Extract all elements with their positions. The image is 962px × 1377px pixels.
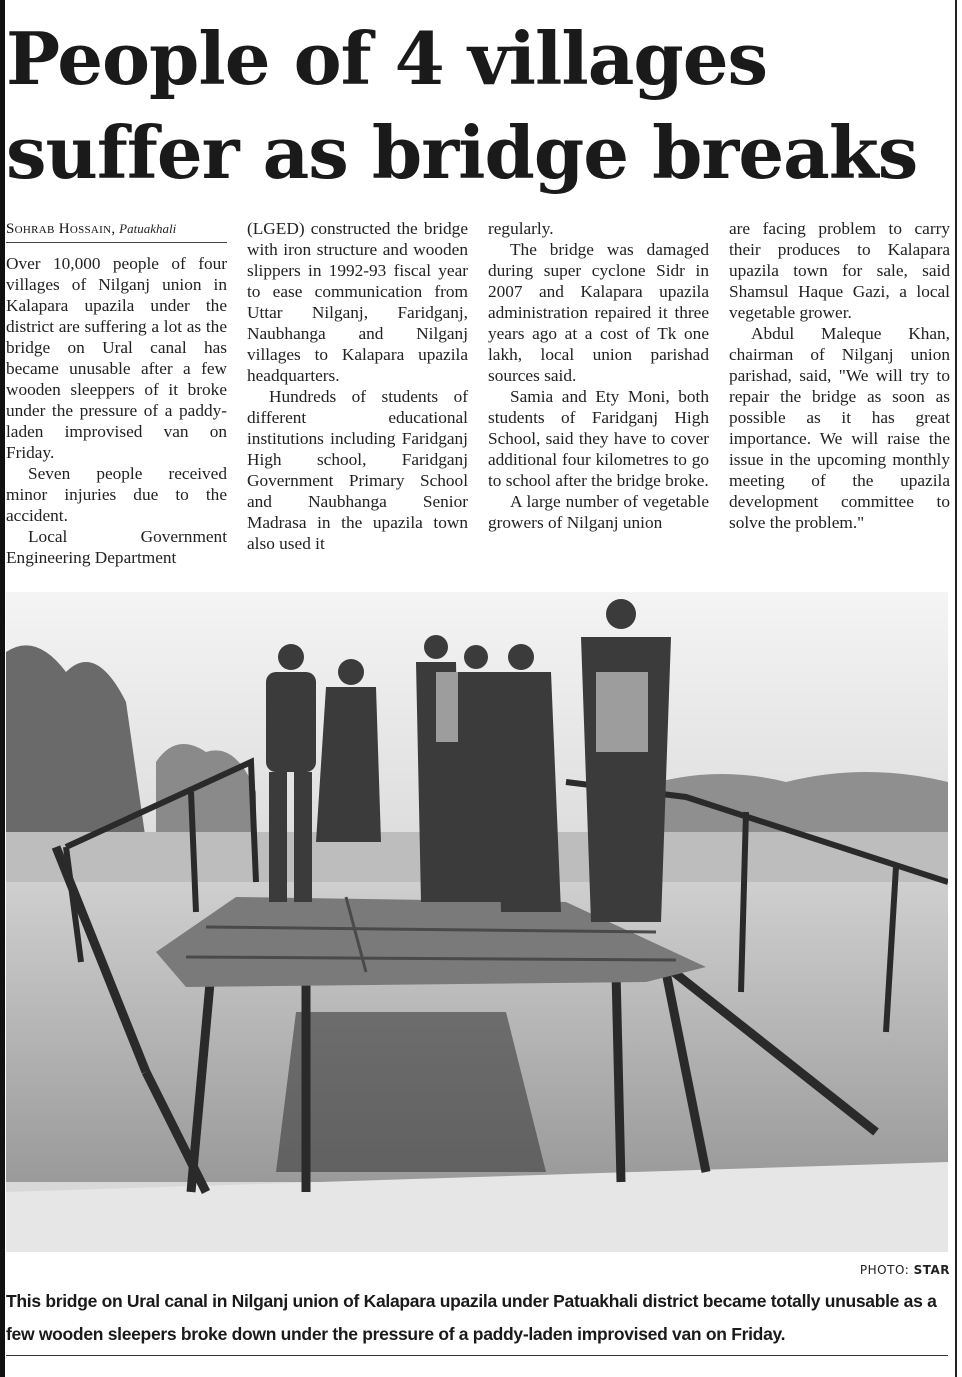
byline-location: Patuakhali — [119, 221, 177, 236]
article-column-1 — [6, 218, 227, 568]
photo-caption: This bridge on Ural canal in Nilganj union of Kalapara upazila under Patuakhali district became totally unusable as a few wooden sleepers broke down under the pressure of a paddy-laden improvised van on Friday. — [6, 1291, 937, 1344]
photo-credit-prefix: PHOTO: — [859, 1263, 910, 1277]
byline-author: Sohrab Hossain, — [6, 221, 116, 237]
paragraph: Abdul Maleque Khan, chairman of Nilganj union parishad, said, "We will try to repair the bridge as soon as possible as it has great importance. We will raise the issue in the upcoming monthly meeting of the upazila development committee to solve the problem." — [729, 324, 950, 532]
article-column-4 — [729, 218, 950, 533]
photo-credit — [860, 1263, 950, 1277]
bridge-photo-illustration — [6, 592, 948, 1252]
paragraph: The bridge was damaged during super cyclone Sidr in 2007 and Kalapara upazila administration repaired it three years ago at a cost of Tk one lakh, local union parishad sources said. — [488, 240, 709, 385]
paragraph: are facing problem to carry their produces to Kalapara upazila town for sale, said Shamsul Haque Gazi, a local vegetable grower. — [729, 219, 950, 322]
paragraph: Samia and Ety Moni, both students of Faridganj High School, said they have to cover additional four kilometres to go to school after the bridge broke. — [488, 387, 709, 490]
paragraph: Seven people received minor injuries due to the accident. — [6, 464, 227, 525]
column-rule — [955, 0, 957, 1377]
paragraph: (LGED) constructed the bridge with iron structure and wooden slippers in 1992-93 fiscal year to ease communication from Uttar Nilganj, Faridganj, Naubhanga and Nilganj villages to Kalapara upazila headquarters. — [247, 219, 468, 385]
left-border-rule — [0, 0, 5, 1377]
news-photo — [6, 592, 948, 1252]
headline: People of 4 villages suffer as bridge breaks — [6, 16, 918, 195]
photo-credit-source: STAR — [913, 1263, 950, 1277]
paragraph: Over 10,000 people of four villages of Nilganj union in Kalapara upazila under the district are suffering a lot as the bridge on Ural canal has became unusable after a few wooden sleeppers of it broke under the pressure of a paddy-laden improvised van on Friday. — [6, 254, 227, 462]
paragraph: A large number of vegetable growers of Nilganj union — [488, 492, 709, 532]
paragraph: Local Government Engineering Department — [6, 527, 227, 567]
article-column-2 — [247, 218, 468, 554]
bottom-rule — [6, 1355, 948, 1356]
paragraph: Hundreds of students of different educational institutions including Faridganj High school, Faridganj Government Primary School and Naubhanga Senior Madrasa in the upazila town also used it — [247, 387, 468, 553]
article-column-3 — [488, 218, 709, 533]
paragraph: regularly. — [488, 219, 554, 238]
byline — [6, 218, 227, 243]
